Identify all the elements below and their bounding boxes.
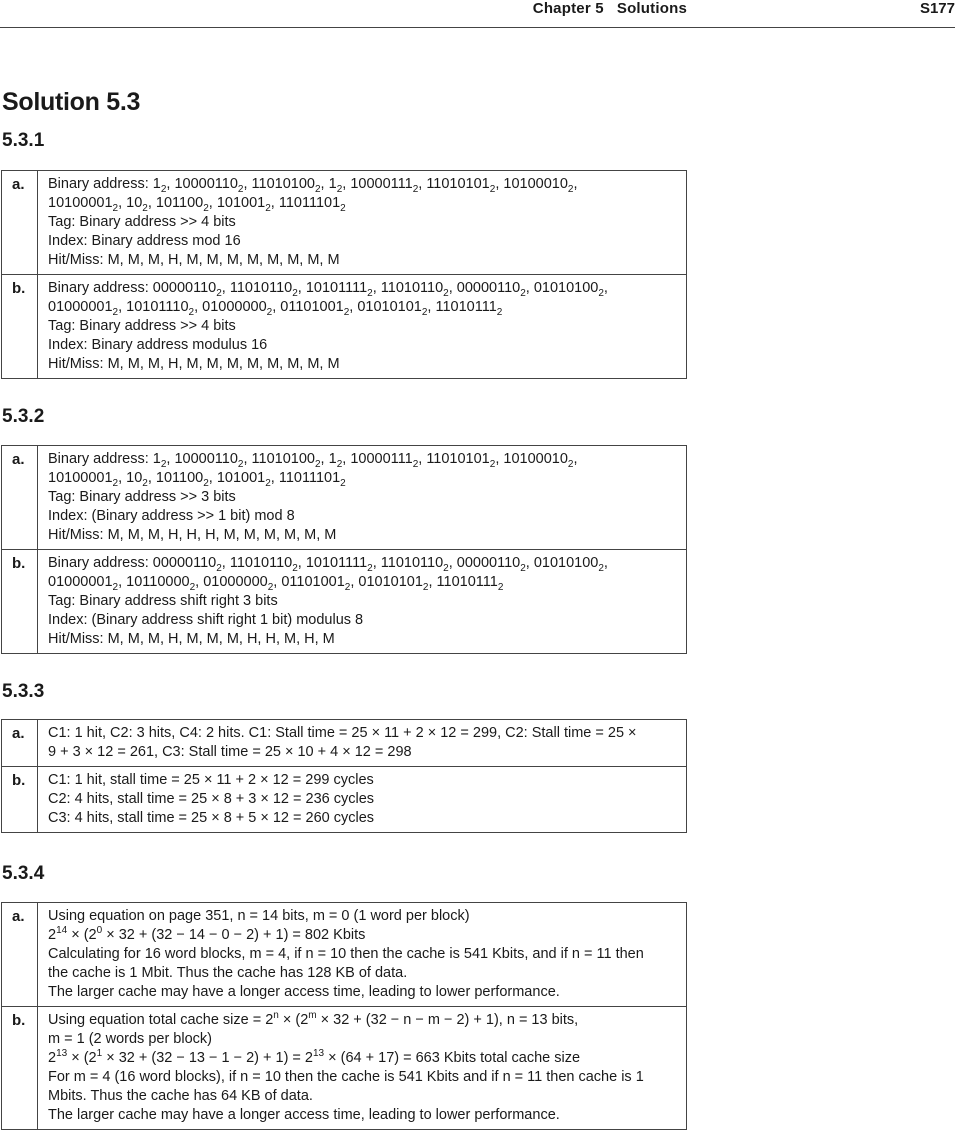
address-base: 2: [496, 307, 503, 318]
address-base: 2: [160, 459, 167, 470]
tag-line: Tag: Binary address >> 3 bits: [48, 489, 236, 505]
address-base: 2: [412, 184, 419, 195]
row-label: b.: [2, 1007, 38, 1130]
binary-address-line: Binary address: $00000110_2$, $11010110_2$, $10101111_2$, $11010110_2$, $00000110_2$, $01010100_2$,: [48, 555, 608, 574]
address-base: 2: [142, 203, 148, 214]
eq-part: × 32 + (32 − 13 − 1 − 2) + 1) = 2: [102, 1050, 313, 1066]
address-base: 2: [112, 478, 119, 489]
row-label: a.: [2, 446, 38, 550]
eq-exponent: m: [308, 1010, 317, 1021]
address-base: 2: [160, 184, 167, 195]
address-base: 2: [421, 307, 428, 318]
address-value: 10: [126, 195, 143, 211]
solution-table-5-3-3: [1, 719, 687, 833]
address-value: 01010101: [358, 574, 423, 590]
eq-part: Using equation total cache size = 2: [48, 1012, 274, 1028]
address-value: 11010101: [426, 176, 490, 192]
address-base: 2: [203, 203, 209, 214]
address-value: 10101110: [126, 299, 189, 315]
address-base: 2: [292, 288, 298, 299]
tag-line: Tag: Binary address >> 4 bits: [48, 318, 236, 334]
address-value: 01000001: [48, 574, 113, 590]
text-line: Using equation on page 351, n = 14 bits, m = 0 (1 word per block): [48, 908, 470, 924]
address-base: 2: [203, 478, 209, 489]
hit-miss-line: Hit/Miss: M, M, M, H, M, M, M, M, M, M, M, M: [48, 252, 340, 268]
address-value: 01101001: [281, 574, 345, 590]
equation-line: [48, 1011, 678, 1030]
text-line: The larger cache may have a longer access time, leading to lower performance.: [48, 1107, 560, 1123]
section-heading-5-3-3: 5.3.3: [2, 681, 45, 702]
hit-miss-line: Hit/Miss: M, M, M, H, M, M, M, M, M, M, M, M: [48, 356, 340, 372]
address-base: 2: [520, 563, 526, 574]
address-value: 1: [328, 176, 337, 192]
equation-line: [48, 926, 678, 945]
chapter-title: Chapter 5 Solutions: [532, 0, 687, 17]
text-line: C1: 1 hit, C2: 3 hits, C4: 2 hits. C1: Stall time = 25 × 11 + 2 × 12 = 299, C2: Stall time = 25 ×: [48, 725, 637, 741]
row-content: [38, 1007, 687, 1130]
address-value: 11010110: [380, 280, 444, 296]
binary-address-line: Binary address: $00000110_2$, $11010110_2$, $10101111_2$, $11010110_2$, $00000110_2$, $01010100_2$,: [48, 280, 608, 299]
address-base: 2: [266, 307, 273, 318]
address-base: 2: [367, 563, 373, 574]
address-value: 10000111: [350, 176, 413, 192]
row-content: [38, 446, 687, 550]
address-base: 2: [343, 307, 350, 318]
address-value: 11010110: [229, 280, 293, 296]
address-value: 10100001: [48, 470, 113, 486]
binary-address-line: $01000001_2$, $10110000_2$, $01000000_2$, $01101001_2$, $01010101_2$, $11010111_2$: [48, 574, 504, 593]
row-content: [38, 550, 687, 654]
address-base: 2: [367, 288, 373, 299]
address-value: 11011101: [278, 470, 341, 486]
hit-miss-line: Hit/Miss: M, M, M, H, M, M, M, H, H, M, H, M: [48, 631, 335, 647]
address-base: 2: [267, 582, 274, 593]
address-value: 10000111: [350, 451, 413, 467]
address-value: 11010110: [229, 555, 293, 571]
address-prefix: Binary address:: [48, 280, 153, 296]
eq-part: 2: [48, 927, 57, 943]
address-base: 2: [336, 459, 343, 470]
index-line: Index: Binary address modulus 16: [48, 337, 268, 353]
address-base: 2: [142, 478, 148, 489]
solution-title: Solution 5.3: [2, 88, 141, 116]
address-value: 00000110: [152, 555, 217, 571]
address-base: 2: [520, 288, 526, 299]
address-value: 1: [152, 451, 161, 467]
address-base: 2: [489, 184, 496, 195]
binary-address-line: Binary address: $1_2$, $10000110_2$, $11010100_2$, $1_2$, $10000111_2$, $11010101_2$, $10100010_2$,: [48, 176, 578, 195]
index-line: Index: (Binary address >> 1 bit) mod 8: [48, 508, 295, 524]
page-header: [0, 0, 955, 28]
address-prefix: Binary address:: [48, 555, 153, 571]
row-label: b.: [2, 550, 38, 654]
address-base: 2: [237, 184, 244, 195]
address-base: 2: [112, 307, 119, 318]
table-row: [2, 1007, 687, 1130]
table-row: [2, 767, 687, 833]
address-prefix: Binary address:: [48, 451, 153, 467]
address-value: 10000110: [174, 451, 238, 467]
address-base: 2: [443, 288, 449, 299]
address-value: 101100: [155, 195, 204, 211]
address-value: 10: [126, 470, 143, 486]
address-base: 2: [489, 459, 496, 470]
address-base: 2: [292, 563, 298, 574]
text-line: C2: 4 hits, stall time = 25 × 8 + 3 × 12 = 236 cycles: [48, 791, 375, 807]
address-base: 2: [112, 582, 119, 593]
text-line: Calculating for 16 word blocks, m = 4, if n = 10 then the cache is 541 Kbits, and if n = 11 then: [48, 946, 644, 962]
binary-address-line: $01000001_2$, $10101110_2$, $01000000_2$, $01101001_2$, $01010101_2$, $11010111_2$: [48, 299, 503, 318]
table-row: [2, 446, 687, 550]
text-line: For m = 4 (16 word blocks), if n = 10 then the cache is 541 Kbits and if n = 11 then cache is 1: [48, 1069, 644, 1085]
table-row: [2, 171, 687, 275]
address-value: 101001: [216, 470, 266, 486]
eq-part: × (2: [278, 1012, 309, 1028]
row-content: [38, 903, 687, 1007]
eq-part: × 32 + (32 − 14 − 0 − 2) + 1) = 802 Kbits: [102, 927, 366, 943]
address-value: 101001: [216, 195, 266, 211]
address-value: 10110000: [126, 574, 190, 590]
text-line: the cache is 1 Mbit. Thus the cache has 128 KB of data.: [48, 965, 408, 981]
address-value: 01010100: [533, 555, 599, 571]
address-base: 2: [336, 184, 343, 195]
address-value: 11010100: [251, 451, 315, 467]
text-line: C1: 1 hit, stall time = 25 × 11 + 2 × 12 = 299 cycles: [48, 772, 374, 788]
address-value: 1: [328, 451, 337, 467]
address-value: 1: [152, 176, 161, 192]
text-line: 9 + 3 × 12 = 261, C3: Stall time = 25 × 10 + 4 × 12 = 298: [48, 744, 412, 760]
address-value: 01010100: [533, 280, 599, 296]
binary-address-line: $10100001_2$, $10_2$, $101100_2$, $101001_2$, $11011101_2$: [48, 470, 346, 489]
eq-part: × (64 + 17) = 663 Kbits total cache size: [324, 1050, 581, 1066]
address-base: 2: [340, 203, 346, 214]
eq-exponent: 14: [56, 925, 68, 936]
address-base: 2: [443, 563, 449, 574]
address-base: 2: [216, 288, 222, 299]
address-base: 2: [598, 288, 604, 299]
table-row: [2, 903, 687, 1007]
address-value: 01000000: [203, 574, 268, 590]
row-label: b.: [2, 767, 38, 833]
address-base: 2: [188, 307, 195, 318]
text-line: The larger cache may have a longer access time, leading to lower performance.: [48, 984, 560, 1000]
address-value: 10100010: [503, 176, 568, 192]
eq-part: × (2: [67, 927, 97, 943]
address-value: 10100010: [503, 451, 568, 467]
address-base: 2: [340, 478, 346, 489]
section-heading-5-3-1: 5.3.1: [2, 130, 45, 151]
text-line: Mbits. Thus the cache has 64 KB of data.: [48, 1088, 313, 1104]
address-base: 2: [265, 203, 271, 214]
address-base: 2: [598, 563, 604, 574]
address-value: 11010100: [251, 176, 315, 192]
eq-part: 2: [48, 1050, 57, 1066]
page-number: S177: [919, 0, 955, 17]
eq-exponent: n: [273, 1010, 279, 1021]
eq-exponent: 1: [96, 1048, 103, 1059]
eq-exponent: 13: [313, 1048, 325, 1059]
eq-part: × (2: [67, 1050, 97, 1066]
row-label: a.: [2, 720, 38, 767]
address-value: 10101111: [305, 555, 368, 571]
equation-line: [48, 1049, 678, 1068]
address-value: 101100: [155, 470, 204, 486]
address-value: 01000001: [48, 299, 113, 315]
row-content: [38, 171, 687, 275]
text-line: C3: 4 hits, stall time = 25 × 8 + 5 × 12 = 260 cycles: [48, 810, 375, 826]
address-base: 2: [265, 478, 271, 489]
tag-line: Tag: Binary address shift right 3 bits: [48, 593, 278, 609]
index-line: Index: Binary address mod 16: [48, 233, 241, 249]
address-value: 00000110: [456, 555, 521, 571]
address-value: 11010101: [426, 451, 490, 467]
hit-miss-line: Hit/Miss: M, M, M, H, H, H, M, M, M, M, M, M: [48, 527, 337, 543]
row-content: [38, 767, 687, 833]
row-content: [38, 275, 687, 379]
address-value: 11011101: [278, 195, 341, 211]
address-base: 2: [189, 582, 196, 593]
address-value: 10100001: [48, 195, 113, 211]
tag-line: Tag: Binary address >> 4 bits: [48, 214, 236, 230]
address-value: 01101001: [280, 299, 344, 315]
section-heading-5-3-2: 5.3.2: [2, 406, 45, 427]
text-line: m = 1 (2 words per block): [48, 1031, 212, 1047]
binary-address-line: $10100001_2$, $10_2$, $101100_2$, $101001_2$, $11011101_2$: [48, 195, 346, 214]
address-prefix: Binary address:: [48, 176, 153, 192]
address-base: 2: [344, 582, 351, 593]
address-base: 2: [497, 582, 504, 593]
address-base: 2: [567, 459, 574, 470]
address-base: 2: [314, 184, 321, 195]
address-base: 2: [216, 563, 222, 574]
address-base: 2: [112, 203, 119, 214]
table-row: [2, 720, 687, 767]
index-line: Index: (Binary address shift right 1 bit) modulus 8: [48, 612, 364, 628]
address-value: 11010111: [435, 299, 497, 315]
solution-table-5-3-4: [1, 902, 687, 1130]
address-value: 01010101: [357, 299, 422, 315]
address-value: 10000110: [174, 176, 238, 192]
row-label: a.: [2, 903, 38, 1007]
solution-table-5-3-2: [1, 445, 687, 654]
address-value: 00000110: [456, 280, 521, 296]
address-value: 10101111: [305, 280, 368, 296]
address-value: 11010111: [436, 574, 498, 590]
table-row: [2, 550, 687, 654]
row-label: b.: [2, 275, 38, 379]
eq-exponent: 0: [96, 925, 103, 936]
row-content: [38, 720, 687, 767]
address-base: 2: [412, 459, 419, 470]
table-row: [2, 275, 687, 379]
row-label: a.: [2, 171, 38, 275]
eq-part: × 32 + (32 − n − m − 2) + 1), n = 13 bits,: [316, 1012, 579, 1028]
address-value: 00000110: [152, 280, 217, 296]
solution-table-5-3-1: [1, 170, 687, 379]
address-base: 2: [567, 184, 574, 195]
address-base: 2: [422, 582, 429, 593]
address-value: 11010110: [380, 555, 444, 571]
section-heading-5-3-4: 5.3.4: [2, 863, 45, 884]
binary-address-line: Binary address: $1_2$, $10000110_2$, $11010100_2$, $1_2$, $10000111_2$, $11010101_2$, $10100010_2$,: [48, 451, 578, 470]
eq-exponent: 13: [56, 1048, 68, 1059]
address-base: 2: [314, 459, 321, 470]
address-base: 2: [237, 459, 244, 470]
address-value: 01000000: [202, 299, 267, 315]
